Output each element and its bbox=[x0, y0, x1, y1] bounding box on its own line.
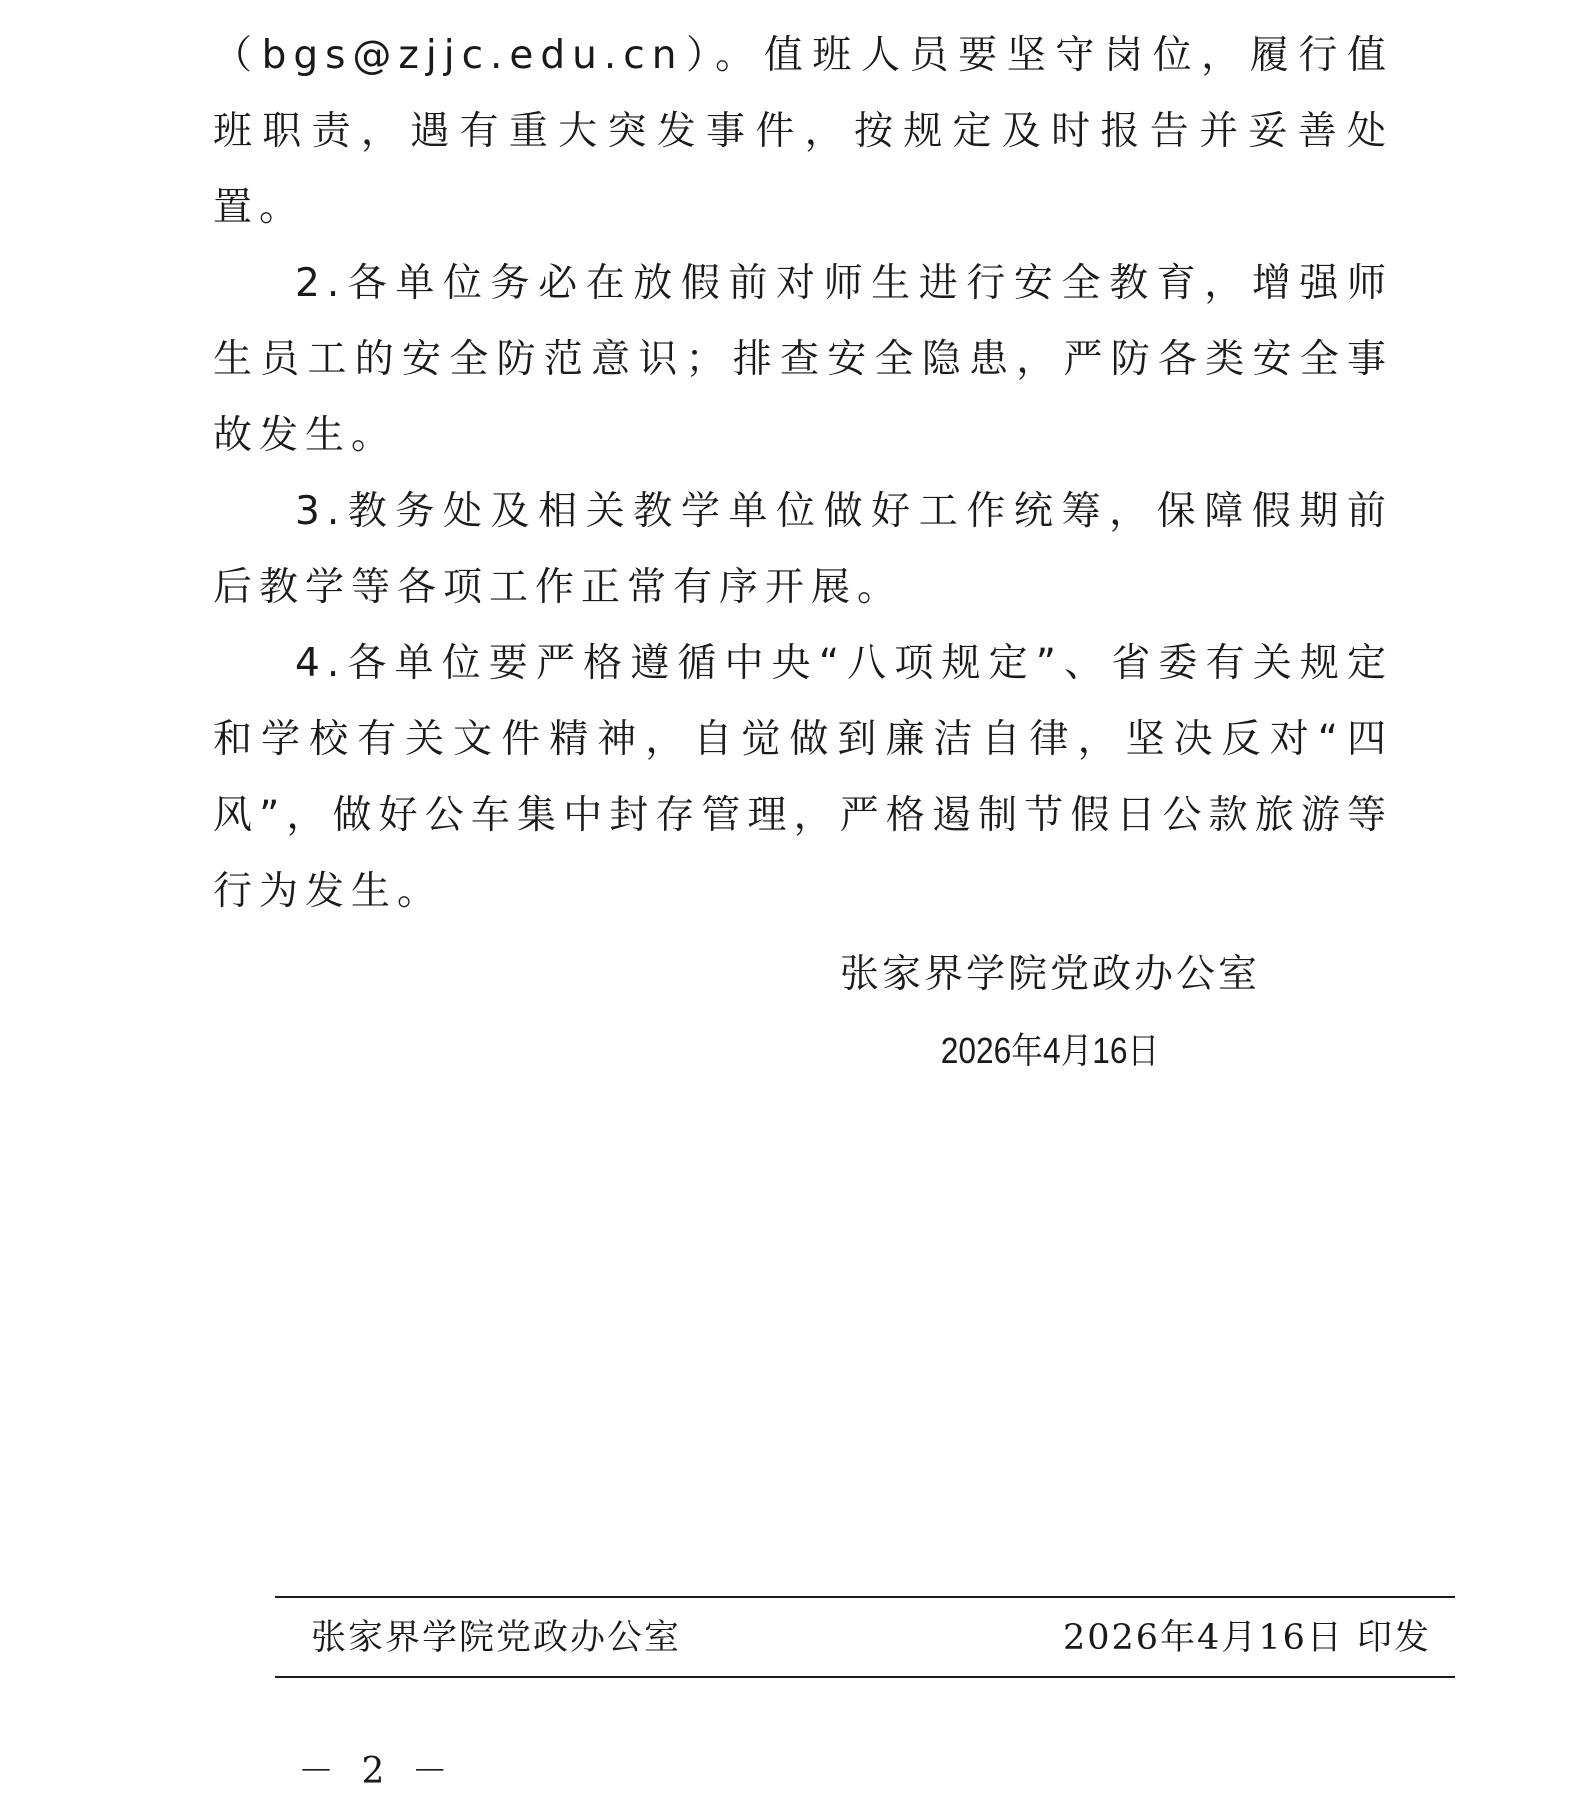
paragraph-safety-education: 2.各单位务必在放假前对师生进行安全教育，增强师生员工的安全防范意识；排查安全隐患，严防各类安全事故发生。 bbox=[213, 261, 1393, 458]
footer-top-rule bbox=[275, 1596, 1455, 1598]
signature-organization: 张家界学院党政办公室 bbox=[839, 952, 1260, 997]
signature-block bbox=[835, 945, 1265, 1081]
paragraph-duty-contact: （bgs@zjjc.edu.cn）。值班人员要坚守岗位，履行值班职责，遇有重大突发事件，按规定及时报告并妥善处置。 bbox=[213, 33, 1393, 230]
paragraph-integrity-rules: 4.各单位要严格遵循中央“八项规定”、省委有关规定和学校有关文件精神，自觉做到廉洁自律，坚决反对“四风”，做好公车集中封存管理，严格遏制节假日公款旅游等行为发生。 bbox=[213, 641, 1393, 914]
document-body bbox=[213, 18, 1393, 930]
footer-issue-date: 2026年4月16日 印发 bbox=[1062, 1618, 1431, 1658]
issuance-footer bbox=[311, 1608, 1431, 1668]
footer-bottom-rule bbox=[275, 1676, 1455, 1678]
paragraph-teaching-coordination: 3.教务处及相关教学单位做好工作统筹，保障假期前后教学等各项工作正常有序开展。 bbox=[213, 489, 1393, 610]
signature-date: 2026年4月16日 bbox=[940, 1030, 1160, 1071]
page-number: － 2 － bbox=[298, 1751, 456, 1792]
footer-organization: 张家界学院党政办公室 bbox=[311, 1618, 682, 1658]
